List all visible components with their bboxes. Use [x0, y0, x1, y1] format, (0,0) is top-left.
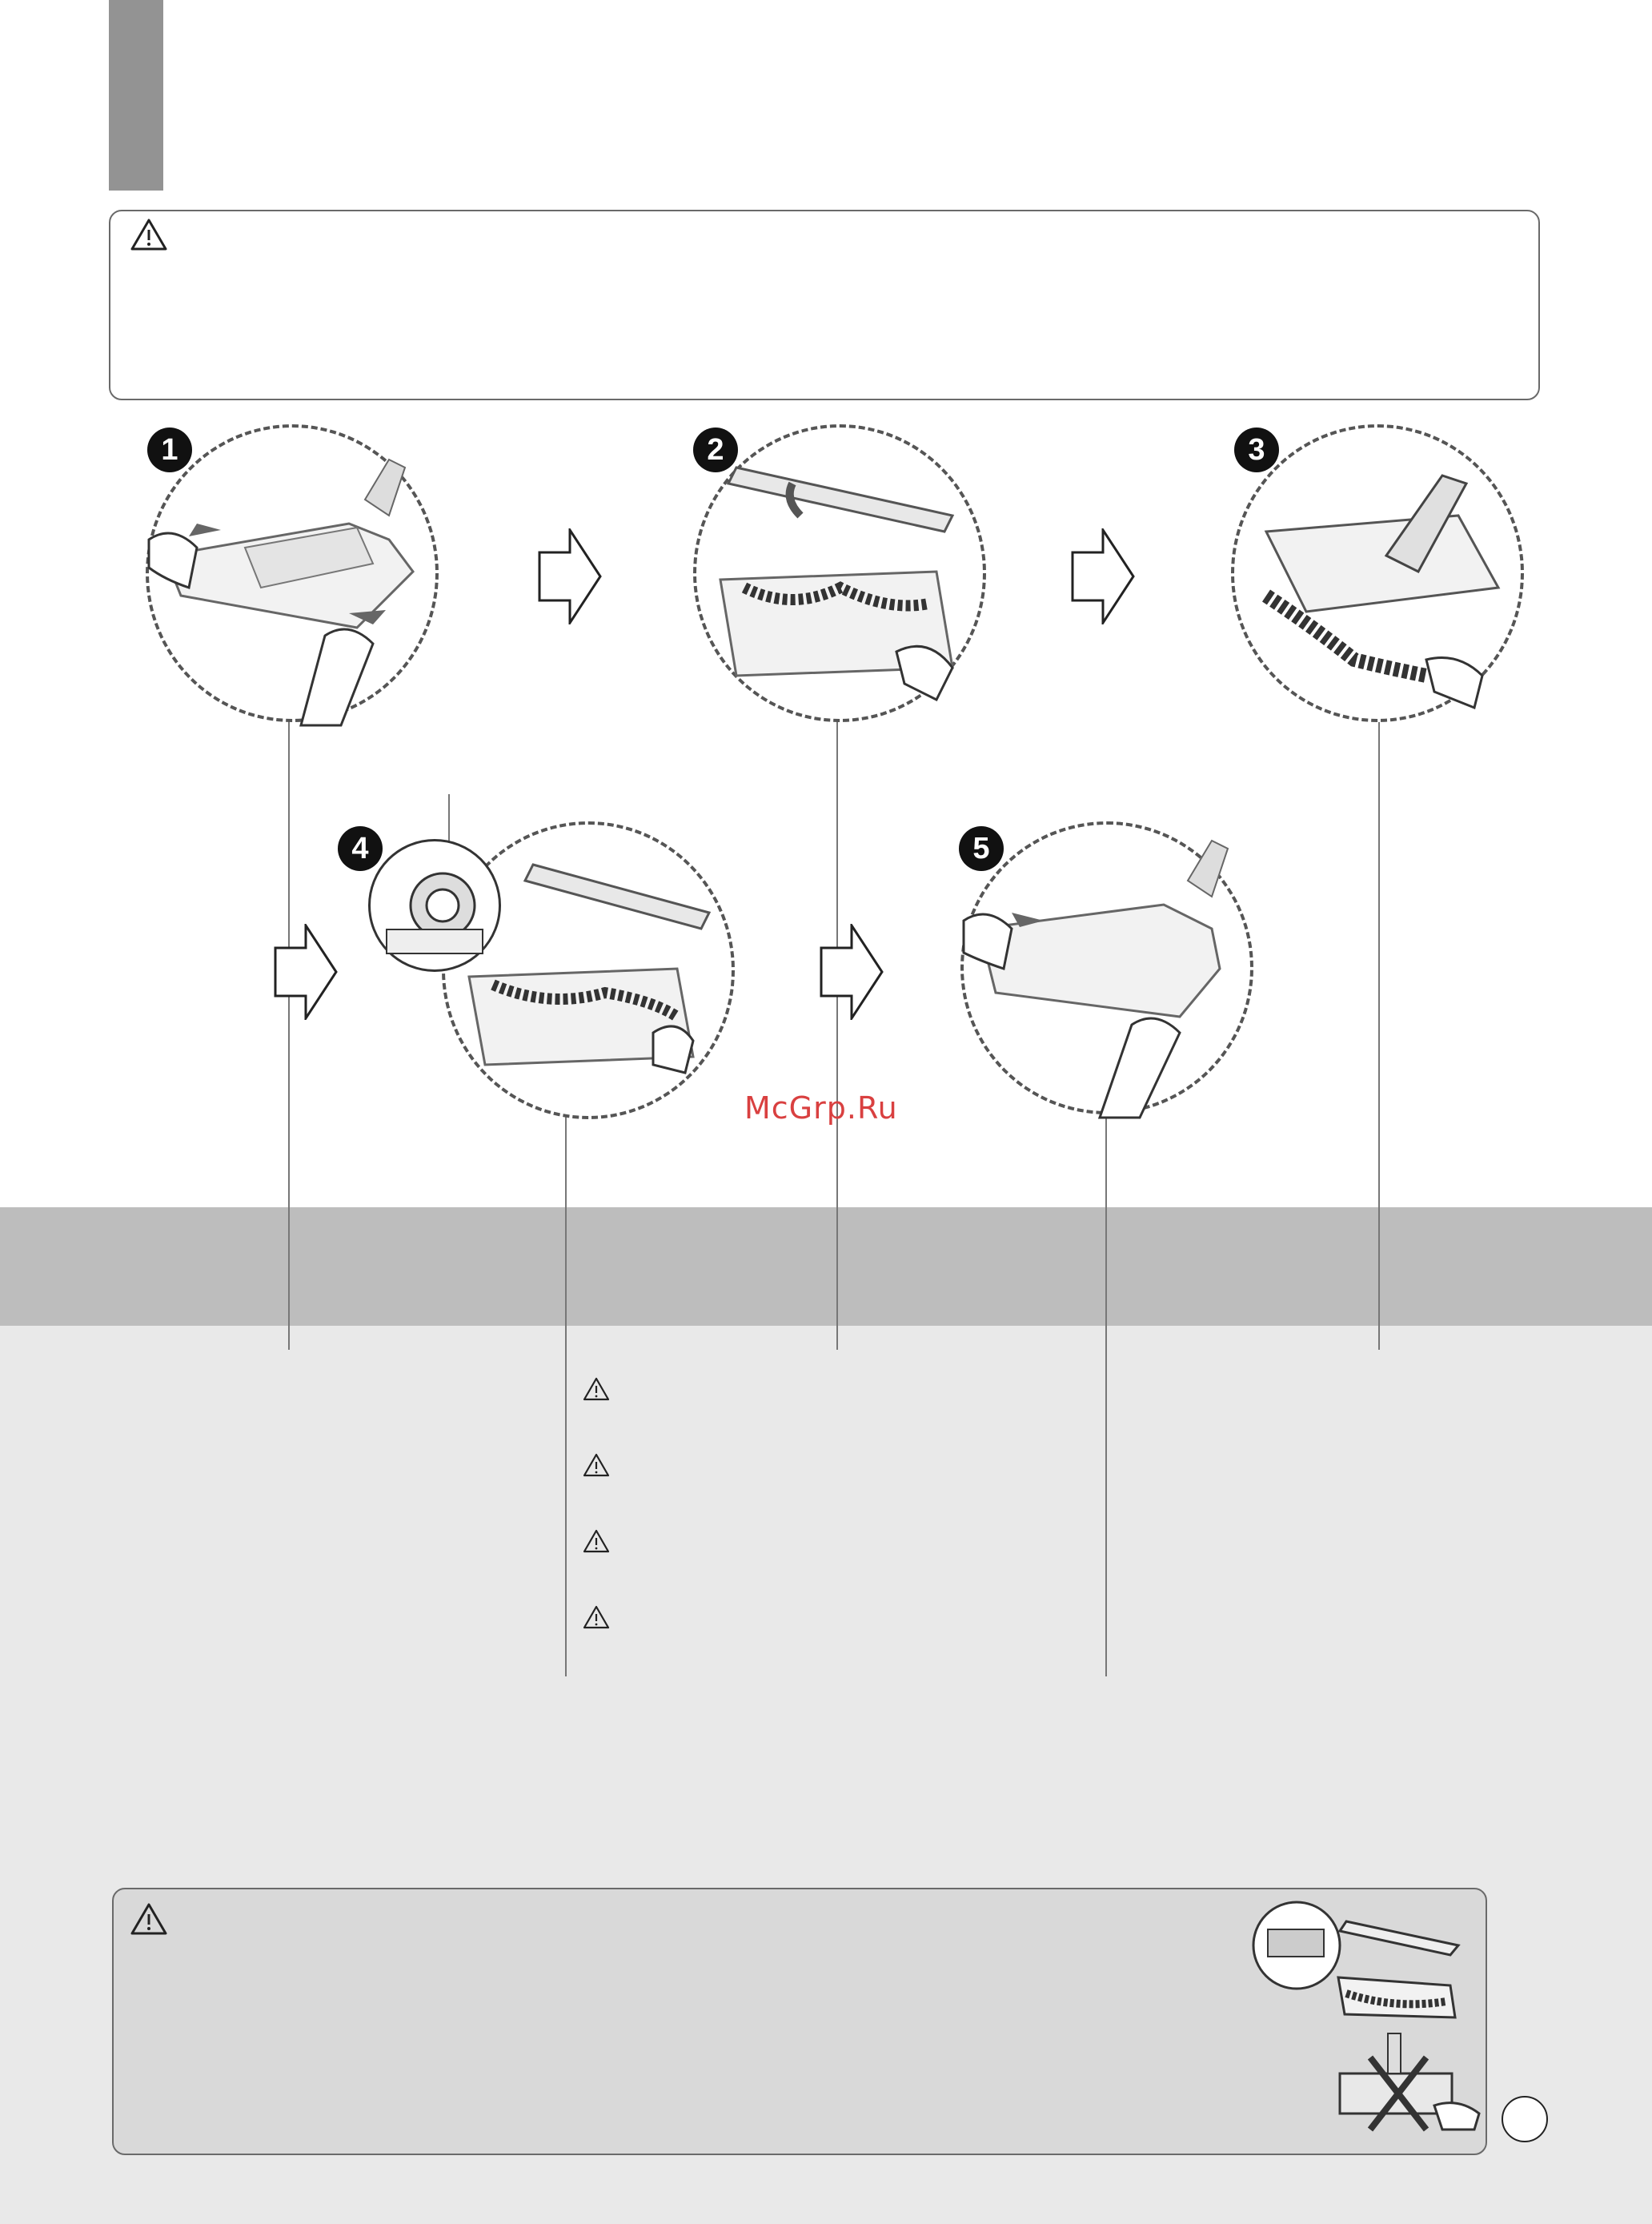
- step-number-1: 1: [147, 428, 192, 472]
- warning-triangle-icon: [583, 1529, 610, 1553]
- warning-triangle-icon: [130, 1902, 168, 1936]
- right-arrow-icon: [538, 528, 602, 624]
- step-number-4: 4: [338, 826, 383, 871]
- step-5-illustration: [960, 821, 1253, 1114]
- connector-line-4: [565, 1114, 567, 1676]
- step-number-5: 5: [959, 826, 1004, 871]
- right-arrow-icon: [274, 924, 338, 1020]
- right-arrow-icon: [820, 924, 884, 1020]
- warning-triangle-icon: [583, 1453, 610, 1477]
- instructions-header-band: [0, 1207, 1652, 1326]
- connector-line-2: [836, 719, 838, 1350]
- warning-triangle-icon: [130, 218, 168, 251]
- section-tab: [109, 0, 163, 191]
- connector-line-5: [1105, 1114, 1107, 1676]
- connector-line-3: [1378, 719, 1380, 1350]
- step-number-2: 2: [693, 428, 738, 472]
- step-1-illustration: [146, 424, 439, 722]
- warning-triangle-icon: [583, 1377, 610, 1401]
- step-number-3: 3: [1234, 428, 1279, 472]
- caution-box-bottom: [112, 1888, 1487, 2155]
- right-arrow-icon: [1071, 528, 1135, 624]
- caution-illustration: [1250, 1897, 1482, 2146]
- watermark-text: McGrp.Ru: [744, 1090, 898, 1126]
- step-4-detail-inset: [368, 839, 501, 972]
- step-3-illustration: [1231, 424, 1524, 722]
- warning-triangle-icon: [583, 1605, 610, 1629]
- caution-box-top: [109, 210, 1540, 400]
- page-number-badge: [1502, 2096, 1548, 2142]
- connector-line-1: [288, 719, 290, 1350]
- step-2-illustration: [693, 424, 986, 722]
